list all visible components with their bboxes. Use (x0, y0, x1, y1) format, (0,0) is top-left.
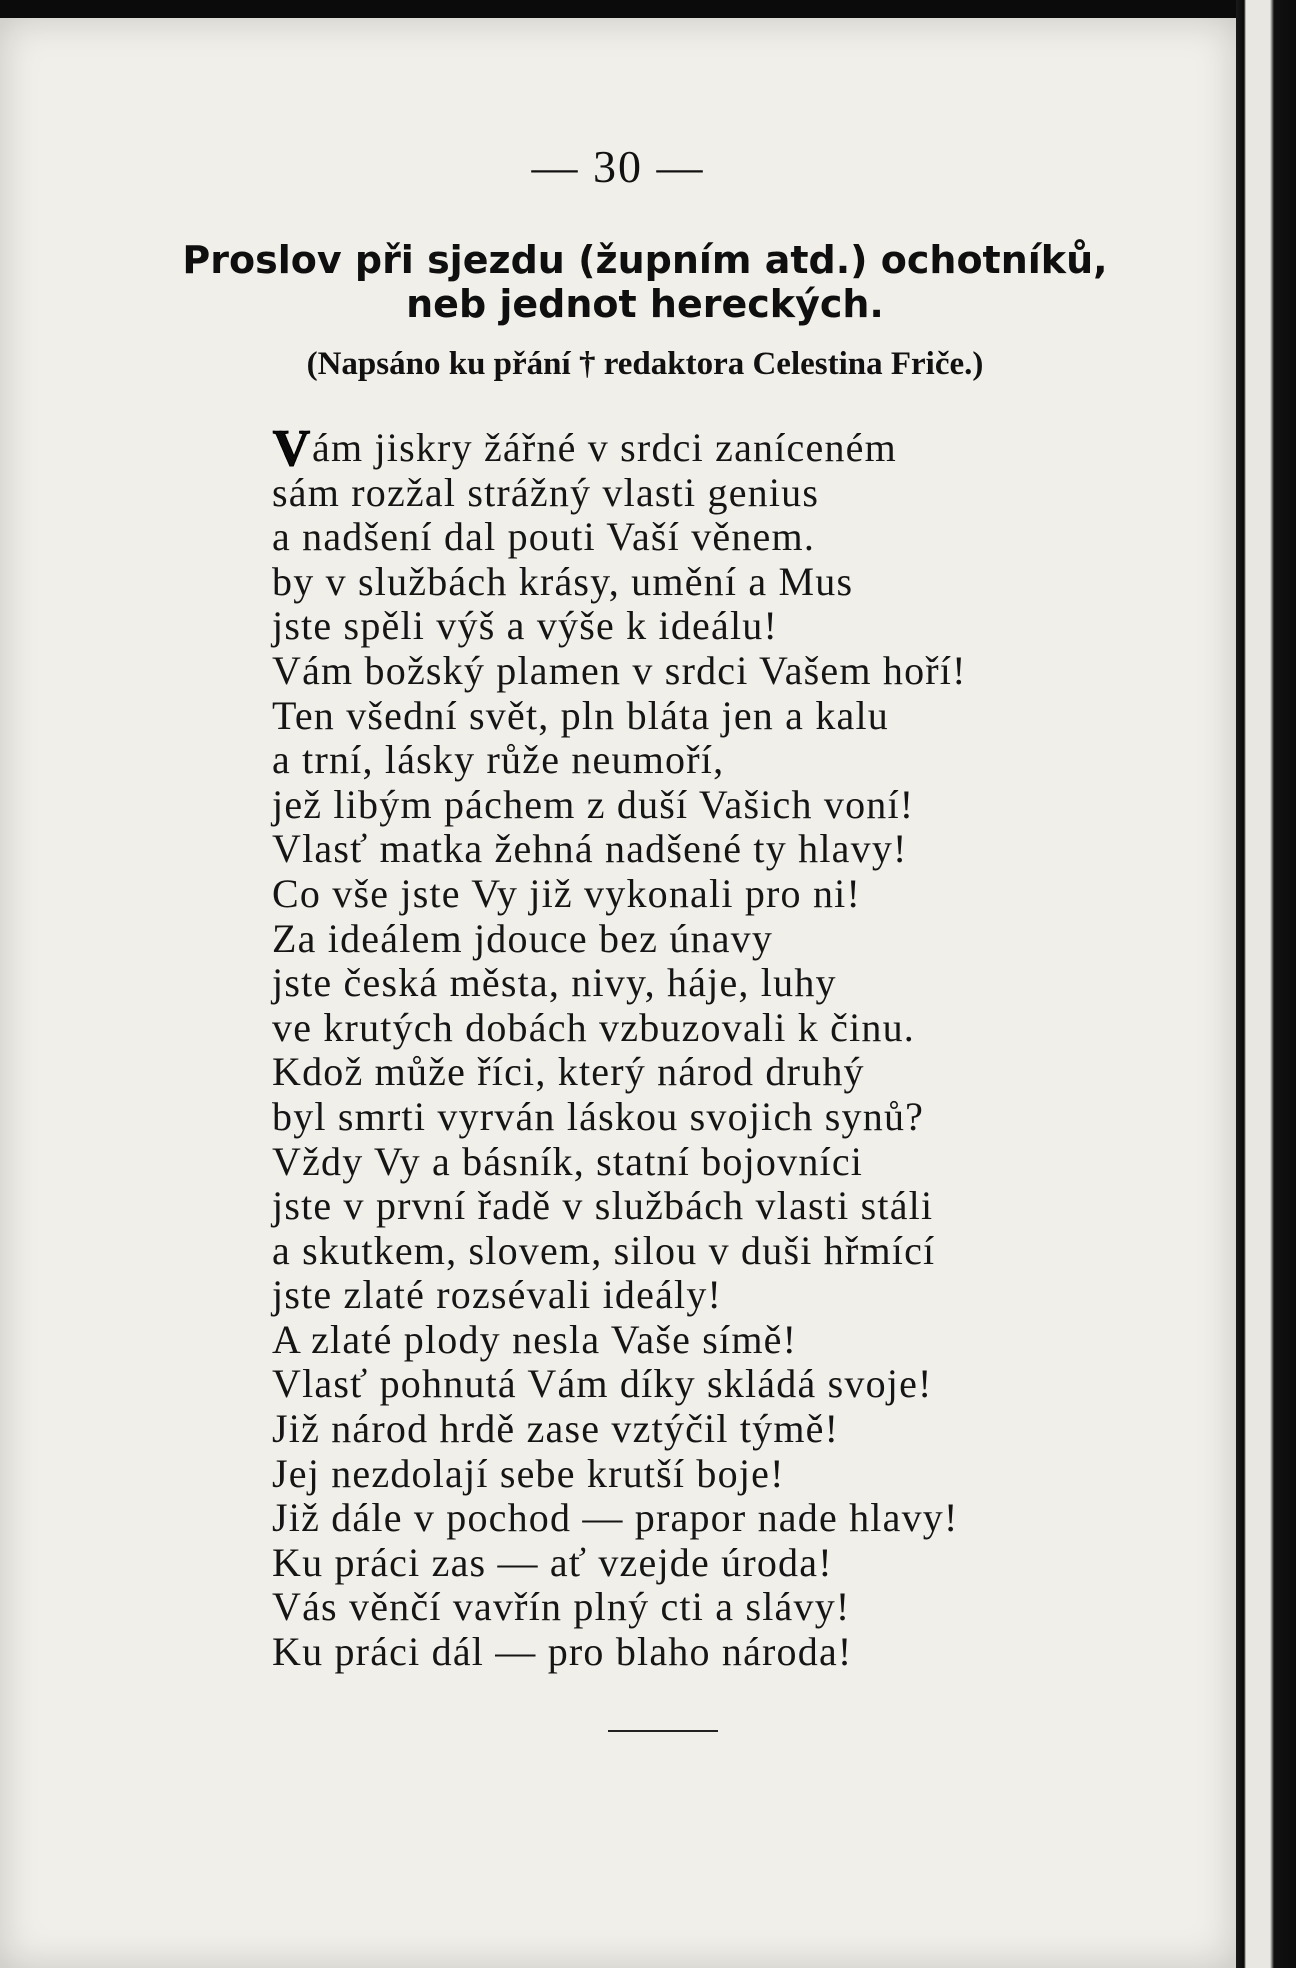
poem-line: Již národ hrdě zase vztýčil týmě! (272, 1406, 840, 1452)
dropcap-initial: V (272, 420, 312, 477)
poem-line: ve krutých dobách vzbuzovali k činu. (272, 1004, 916, 1050)
poem-line-1-text: ám jiskry žářné v srdci zaníceném (312, 425, 897, 470)
poem-line: a skutkem, slovem, silou v duši hřmící (272, 1227, 936, 1273)
poem-line: sám rozžal strážný vlasti genius (272, 469, 820, 515)
poem-line: Ten všední svět, pln bláta jen a kalu (272, 692, 889, 738)
poem-line: Vám božský plamen v srdci Vašem hoří! (272, 647, 967, 693)
page-number: — 30 — (531, 141, 705, 192)
poem-line: A zlaté plody nesla Vaše símě! (272, 1316, 798, 1362)
poem-line: by v službách krásy, umění a Mus (272, 558, 854, 604)
poem-line: Vlasť pohnutá Vám díky skládá svoje! (272, 1361, 933, 1407)
poem-line: Již dále v pochod — prapor nade hlavy! (272, 1495, 959, 1541)
poem-line: Vás věnčí vavřín plný cti a slávy! (272, 1584, 851, 1630)
poem-line: Ku práci dál — pro blaho národa! (272, 1629, 853, 1675)
poem-line: byl smrti vyrván láskou svojich synů? (272, 1093, 925, 1139)
poem-body (272, 420, 1172, 1675)
poem-line: jste zlaté rozsévali ideály! (272, 1272, 723, 1318)
poem-title-line-2: neb jednot hereckých. (406, 282, 884, 326)
poem-line: Co vše jste Vy již vykonali pro ni! (272, 870, 861, 916)
poem-line: jste česká města, nivy, háje, luhy (272, 960, 837, 1006)
poem-line: a nadšení dal pouti Vaší věnem. (272, 514, 816, 560)
poem-title-line-1: Proslov při sjezdu (župním atd.) ochotníků, (182, 238, 1108, 282)
section-divider (608, 1730, 718, 1732)
poem-line: Ku práci zas — ať vzejde úroda! (272, 1539, 833, 1585)
poem-line: a trní, lásky růže neumoří, (272, 737, 725, 783)
poem-line: jste spěli výš a výše k ideálu! (272, 603, 778, 649)
page-edge (1236, 0, 1296, 1968)
poem-line: Kdož může říci, který národ druhý (272, 1049, 865, 1095)
poem-line: Jej nezdolají sebe krutší boje! (272, 1450, 785, 1496)
poem-line-1 (272, 420, 1172, 477)
poem-line: jež libým páchem z duší Vašich voní! (272, 781, 915, 827)
poem-line: Vždy Vy a básník, statní bojovníci (272, 1138, 864, 1184)
poem-line: jste v první řadě v službách vlasti stáli (272, 1183, 934, 1229)
poem-line: Za ideálem jdouce bez únavy (272, 915, 774, 961)
poem-subtitle: (Napsáno ku přání † redaktora Celestina Friče.) (306, 346, 984, 382)
poem-line: Vlasť matka žehná nadšené ty hlavy! (272, 826, 908, 872)
